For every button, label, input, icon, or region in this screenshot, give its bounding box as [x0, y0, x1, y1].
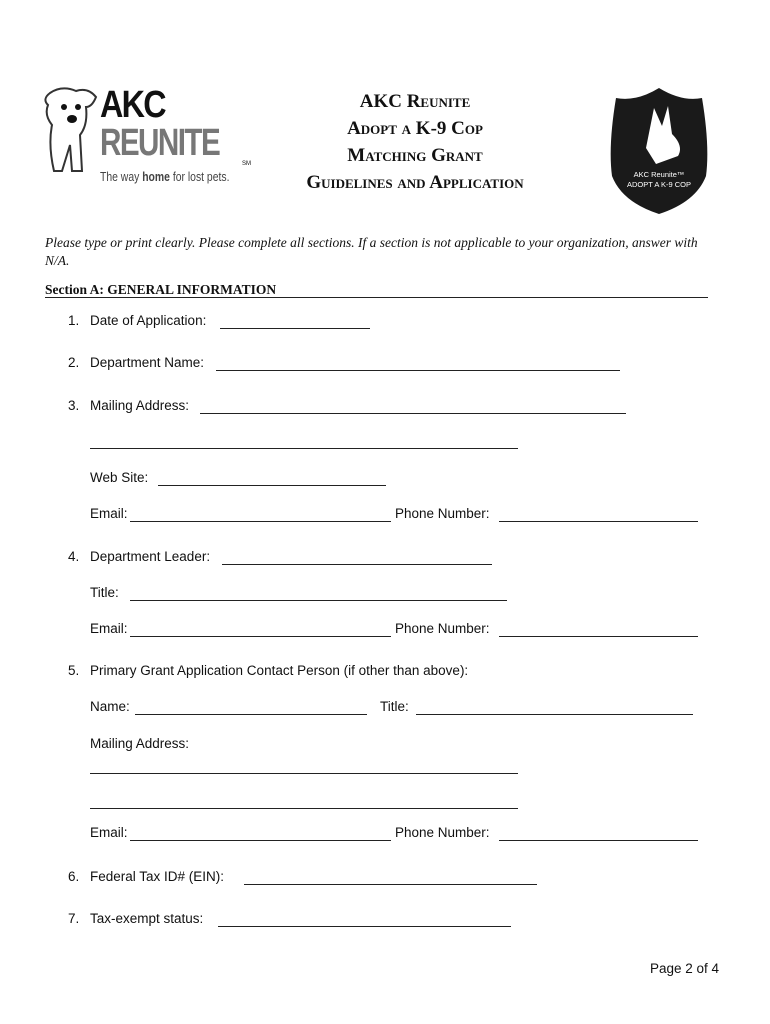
leader-phone-field[interactable] [499, 636, 698, 637]
mailing-address-line2-field[interactable] [90, 448, 518, 449]
q7-label: Tax-exempt status: [90, 911, 204, 926]
logo-tagline [100, 169, 229, 184]
logo-reunite: REUNITE [100, 122, 220, 164]
contact-title-field[interactable] [416, 714, 693, 715]
leader-email-field[interactable] [130, 636, 391, 637]
contact-phone-field[interactable] [499, 840, 698, 841]
date-of-application-field[interactable] [220, 328, 370, 329]
q3-number: 3. [68, 398, 80, 413]
leader-title-label: Title: [90, 585, 119, 600]
q5-label: Primary Grant Application Contact Person (if other than above): [90, 663, 469, 678]
title-line: Adopt a K-9 Cop [347, 118, 483, 139]
title-line: AKC Reunite [359, 91, 471, 112]
q5-number: 5. [68, 663, 80, 678]
phone-field[interactable] [499, 521, 698, 522]
page-number: Page 2 of 4 [650, 961, 720, 976]
q4-number: 4. [68, 549, 80, 564]
email-label: Email: [90, 506, 128, 521]
contact-name-label: Name: [90, 699, 130, 714]
shield-icon [606, 86, 712, 216]
title-line: Guidelines and Application [306, 172, 524, 193]
leader-phone-label: Phone Number: [395, 621, 490, 636]
instructions: Please type or print clearly. Please complete all sections. If a section is not applicable to your organization, answer with N/A. [45, 235, 698, 268]
contact-name-field[interactable] [135, 714, 367, 715]
leader-email-label: Email: [90, 621, 128, 636]
q6-number: 6. [68, 869, 80, 884]
logo-sm: SM [242, 161, 251, 167]
mailing-address-field[interactable] [200, 413, 626, 414]
contact-mailing-label: Mailing Address: [90, 736, 190, 751]
email-field[interactable] [130, 521, 391, 522]
tagline-text: The way [100, 169, 143, 184]
q2-number: 2. [68, 355, 80, 370]
contact-title-label: Title: [380, 699, 409, 714]
badge-line2: ADOPT A K-9 COP [626, 180, 692, 189]
tax-exempt-status-field[interactable] [218, 926, 511, 927]
k9-badge [606, 86, 712, 216]
badge-line1: AKC Reunite™ [633, 170, 685, 179]
dog-icon [42, 85, 100, 175]
q1-number: 1. [68, 313, 80, 328]
tagline-text: for lost pets. [169, 169, 230, 184]
department-leader-field[interactable] [222, 564, 492, 565]
q4-label: Department Leader: [90, 549, 211, 564]
department-name-field[interactable] [216, 370, 620, 371]
contact-mailing-line1-field[interactable] [90, 773, 518, 774]
leader-title-field[interactable] [130, 600, 507, 601]
contact-mailing-line2-field[interactable] [90, 808, 518, 809]
q6-label: Federal Tax ID# (EIN): [90, 869, 225, 884]
tagline-bold: home [142, 169, 170, 184]
q1-label: Date of Application: [90, 313, 207, 328]
section-a-heading: Section A: GENERAL INFORMATION [45, 282, 277, 297]
website-field[interactable] [158, 485, 386, 486]
title-line: Matching Grant [347, 145, 483, 166]
q2-label: Department Name: [90, 355, 205, 370]
contact-email-label: Email: [90, 825, 128, 840]
section-divider [45, 297, 708, 298]
contact-email-field[interactable] [130, 840, 391, 841]
document-title [250, 88, 580, 196]
federal-tax-id-field[interactable] [244, 884, 537, 885]
q3-label: Mailing Address: [90, 398, 190, 413]
logo-akc: AKC [100, 84, 165, 126]
phone-label: Phone Number: [395, 506, 490, 521]
q7-number: 7. [68, 911, 80, 926]
website-label: Web Site: [90, 470, 149, 485]
contact-phone-label: Phone Number: [395, 825, 490, 840]
akc-reunite-logo [42, 85, 257, 190]
